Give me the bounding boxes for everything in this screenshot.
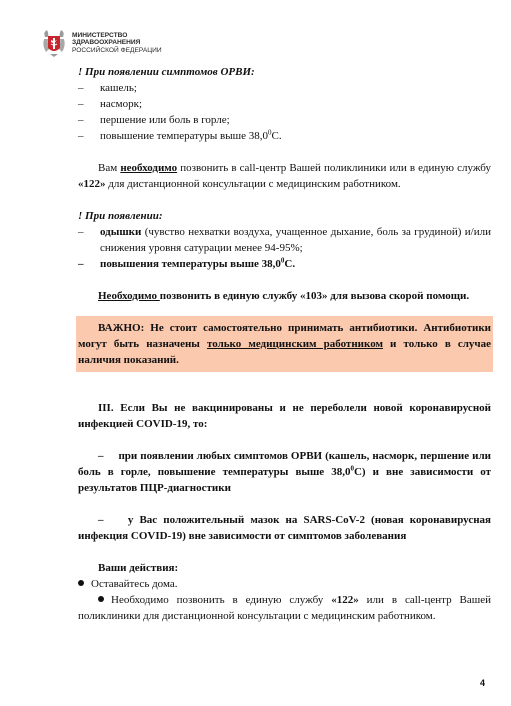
urgent-call-instruction: Необходимо позвонить в единую службу «103» для вызова скорой помощи. xyxy=(98,290,470,302)
page-number: 4 xyxy=(480,678,486,688)
orvi-item-sore-throat: – першение или боль в горле; xyxy=(78,112,491,128)
orvi-item-cough: – кашель; xyxy=(78,80,491,96)
orvi-item-runny-nose: – насморк; xyxy=(78,96,491,112)
section-3-condition-1: – при появлении любых симптомов ОРВИ (кашель, насморк, першение или боль в горле, повышение температуры выше 38,0$^0$С) и вне зависимости от результатов ПЦР-диагностики xyxy=(78,450,491,494)
bullet-icon xyxy=(78,580,84,586)
ministry-emblem-icon xyxy=(42,28,66,58)
section-3-condition-2: – у Вас положительный мазок на SARS-CoV-2 (новая коронавирусная инфекция COVID-19) вне зависимости от симптомов заболевания xyxy=(78,514,492,542)
ministry-line-3: РОССИЙСКОЙ ФЕДЕРАЦИИ xyxy=(72,46,162,54)
document-body xyxy=(78,64,491,624)
ministry-name xyxy=(72,32,162,55)
ministry-line-2: ЗДРАВООХРАНЕНИЯ xyxy=(72,39,141,47)
urgent-item-dyspnea: – одышки (чувство нехватки воздуха, учащенное дыхание, боль за грудиной) и/или снижения уровня сатурации менее 94-95%; xyxy=(78,224,491,256)
orvi-heading: ! При появлении симптомов ОРВИ: xyxy=(78,66,255,78)
orvi-item-temperature: – повышение температуры выше 38,0$^0$С. xyxy=(78,128,491,144)
orvi-call-instruction: Вам необходимо позвонить в call-центр Вашей поликлиники или в единую службу «122» для дистанционной консультации с медицинским работником. xyxy=(78,162,491,190)
ministry-line-1: МИНИСТЕРСТВО xyxy=(72,31,128,39)
section-3-heading: III. Если Вы не вакцинированы и не переболели новой коронавирусной инфекцией COVID-19, то: xyxy=(78,402,491,430)
actions-heading: Ваши действия: xyxy=(98,562,179,574)
urgent-heading: ! При появлении: xyxy=(78,210,163,222)
antibiotics-warning: ВАЖНО: Не стоит самостоятельно принимать антибиотики. Антибиотики могут быть назначены только медицинским работником и только в случае наличия показаний. xyxy=(76,316,493,372)
action-stay-home: Оставайтесь дома. xyxy=(78,576,491,592)
urgent-item-temperature: – повышения температуры выше 38,0$^0$С. xyxy=(78,256,491,272)
action-call-122: Необходимо позвонить в единую службу «122» или в call-центр Вашей поликлиники для дистанционной консультации с медицинским работником. xyxy=(78,594,491,622)
ministry-header xyxy=(42,26,162,60)
bullet-icon xyxy=(98,596,104,602)
